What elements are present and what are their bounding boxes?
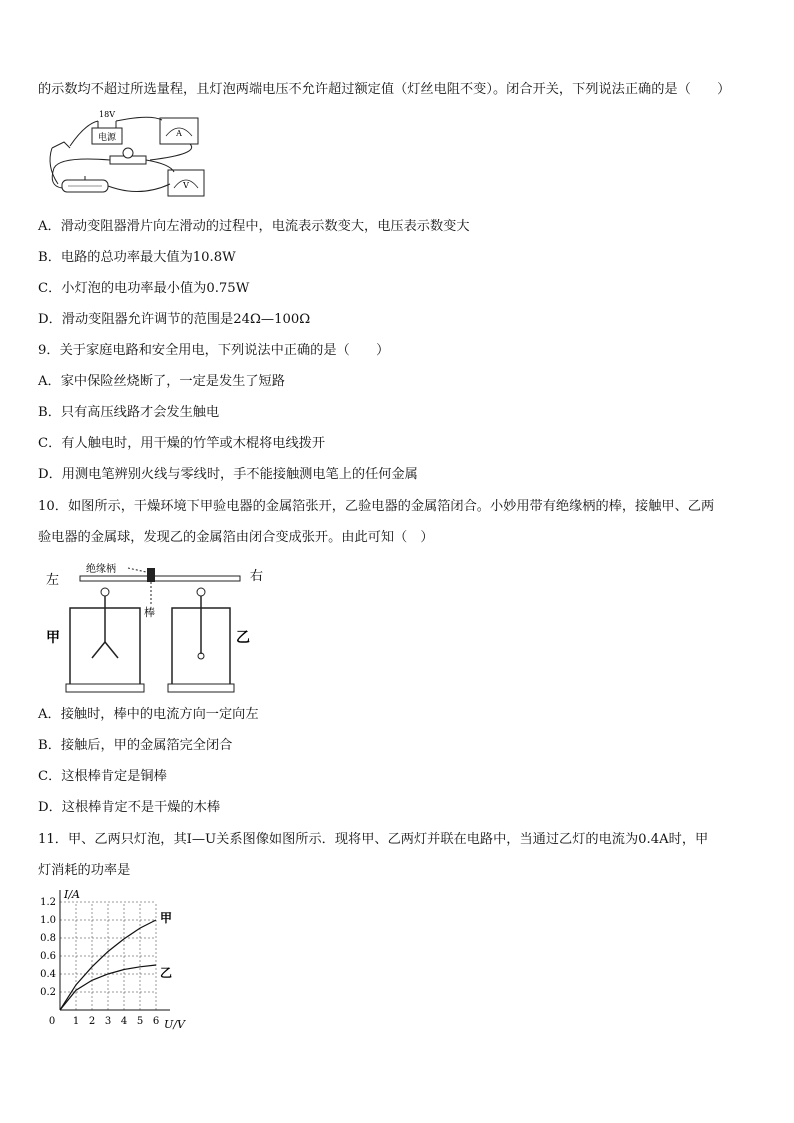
q11-stem-line1: 11．甲、乙两只灯泡，其I—U关系图像如图所示．现将甲、乙两灯并联在电路中，当通过乙灯的电流为0.4A时，甲 (38, 832, 709, 847)
x-axis-label: U/V (164, 1018, 185, 1031)
y-tick-label: 0.4 (40, 969, 56, 980)
y-tick-label: 1.0 (40, 915, 56, 926)
q9-option-d: D．用测电笔辨别火线与零线时，手不能接触测电笔上的任何金属 (38, 467, 418, 482)
label-left: 左 (46, 573, 60, 588)
q9-option-c: C．有人触电时，用干燥的竹竿或木棍将电线拨开 (38, 436, 326, 451)
x-tick-label: 5 (136, 1016, 144, 1027)
voltage-label: 18V (99, 110, 115, 119)
x-tick-label: 3 (104, 1016, 112, 1027)
q9-stem: 9．关于家庭电路和安全用电，下列说法中正确的是（ ） (38, 343, 390, 358)
q11-stem-line2: 灯消耗的功率是 (38, 863, 131, 878)
q10-option-c: C．这根棒肯定是铜棒 (38, 769, 167, 784)
y-tick-label: 0.6 (40, 951, 56, 962)
series-label-0: 甲 (160, 911, 173, 925)
y-axis-label: I/A (64, 888, 80, 901)
q8-option-a: A．滑动变阻器滑片向左滑动的过程中，电流表示数变大，电压表示数变大 (38, 219, 470, 234)
q10-option-d: D．这根棒肯定不是干燥的木棒 (38, 800, 221, 815)
rod (80, 576, 240, 581)
voltmeter-label: V (183, 181, 189, 190)
y-tick-label: 1.2 (40, 897, 56, 908)
label-jia: 甲 (46, 630, 60, 646)
y-tick-label: 0.2 (40, 987, 56, 998)
x-tick-label: 1 (72, 1016, 80, 1027)
x-tick-label: 0 (48, 1016, 56, 1027)
q8-option-d: D．滑动变阻器允许调节的范围是24Ω—100Ω (38, 312, 311, 327)
x-tick-label: 6 (152, 1016, 160, 1027)
circuit-figure (40, 106, 210, 206)
iu-chart (30, 888, 200, 1033)
q10-stem-line1: 10．如图所示，干燥环境下甲验电器的金属箔张开，乙验电器的金属箔闭合。小妙用带有绝缘柄的棒，接触甲、乙两 (38, 499, 715, 514)
q9-option-b: B．只有高压线路才会发生触电 (38, 405, 220, 420)
ammeter-label: A (176, 129, 182, 138)
q10-option-a: A．接触时，棒中的电流方向一定向左 (38, 707, 259, 722)
label-rod: 棒 (144, 606, 155, 619)
x-tick-label: 4 (120, 1016, 128, 1027)
y-tick-label: 0.8 (40, 933, 56, 944)
q10-option-b: B．接触后，甲的金属箔完全闭合 (38, 738, 233, 753)
q9-option-a: A．家中保险丝烧断了，一定是发生了短路 (38, 374, 285, 389)
q8-option-b: B．电路的总功率最大值为10.8W (38, 250, 236, 265)
series-label-1: 乙 (160, 966, 173, 980)
insulated-handle (147, 568, 155, 582)
label-handle: 绝缘柄 (86, 564, 116, 575)
label-right: 右 (250, 569, 264, 584)
x-tick-label: 2 (88, 1016, 96, 1027)
label-yi: 乙 (236, 630, 250, 646)
bulb (123, 148, 133, 158)
q8-stem-tail: 的示数均不超过所选量程，且灯泡两端电压不允许超过额定值（灯丝电阻不变）。闭合开关，下列说法正确的是（ ） (38, 82, 731, 97)
q10-stem-line2: 验电器的金属球，发现乙的金属箔由闭合变成张开。由此可知（ ） (38, 530, 434, 545)
source-label: 电源 (97, 133, 117, 143)
electroscope-figure (40, 558, 280, 698)
q8-option-c: C．小灯泡的电功率最小值为0.75W (38, 281, 250, 296)
